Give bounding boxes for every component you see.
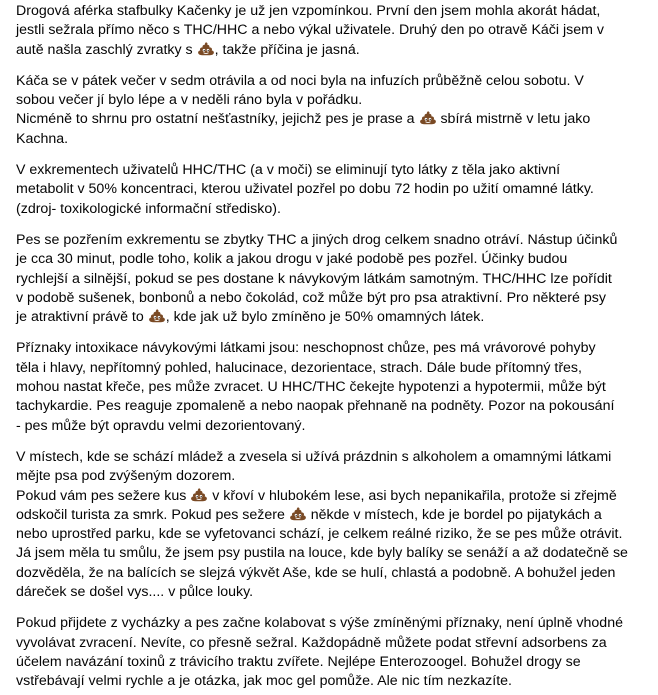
post-paragraph xyxy=(16,161,658,219)
text-line xyxy=(16,653,658,672)
text-segment: , kde jak už bylo zmíněno je 50% omamných látek. xyxy=(165,309,485,326)
text-line xyxy=(16,270,658,289)
post-paragraph xyxy=(16,231,658,327)
pile-of-poo-icon xyxy=(197,41,215,56)
text-line xyxy=(16,448,658,467)
text-line xyxy=(16,506,658,525)
text-line xyxy=(16,308,658,327)
text-line xyxy=(16,544,658,563)
text-segment: někde v místech, kde je bordel po pijatykách a xyxy=(306,506,602,523)
text-segment: nebo uprostřed parku, kde se vyfetovanci schází, je celkem reálné riziko, že se pes může otrávit. xyxy=(16,526,623,543)
post-paragraph xyxy=(16,339,658,435)
text-segment: Drogová aférka stafbulky Kačenky je už jen vzpomínkou. První den jsem mohla akorát hádat, xyxy=(16,3,601,19)
text-line xyxy=(16,614,658,633)
text-segment: (zdroj- toxikologické informační středisko). xyxy=(16,200,281,217)
post-paragraph xyxy=(16,72,658,149)
text-segment: Nicméně to shrnu pro ostatní nešťastníky, jejichž pes je prase a xyxy=(16,111,419,128)
text-segment: účelem navázání toxinů z trávicího traktu zvířete. Nejlépe Enterozoogel. Bohužel drogy se xyxy=(16,653,581,670)
text-line xyxy=(16,583,658,602)
pile-of-poo-icon xyxy=(289,506,307,521)
text-line xyxy=(16,2,658,21)
text-line xyxy=(16,21,658,40)
text-line xyxy=(16,200,658,219)
pile-of-poo-icon xyxy=(148,308,166,323)
post-paragraph xyxy=(16,448,658,602)
text-segment: Příznaky intoxikace návykovými látkami jsou: neschopnost chůze, pes má vrávorové pohyby xyxy=(16,340,596,357)
text-segment: Kachna. xyxy=(16,130,69,147)
text-segment: jestli sežrala přímo něco s THC/HHC a nebo výkal uživatele. Druhý den po otravě Káči jsem v xyxy=(16,22,604,39)
text-line xyxy=(16,231,658,250)
text-segment: Káča se v pátek večer v sedm otrávila a od noci byla na infuzích průběžně celou sobotu. V xyxy=(16,72,584,89)
text-line xyxy=(16,161,658,180)
text-segment: v křoví v hlubokém lese, asi bych nepanikařila, protože si zřejmě xyxy=(208,487,617,504)
text-line xyxy=(16,130,658,149)
pile-of-poo-icon xyxy=(190,487,208,502)
text-segment: metabolit v 50% koncentraci, kterou uživatel pozřel po dobu 72 hodin po užití omamné látky. xyxy=(16,181,594,198)
text-segment: Pes se pozřením exkrementu se zbytky THC a jiných drog celkem snadno otráví. Nástup účinků xyxy=(16,231,618,248)
text-segment: - pes může být opravdu velmi dezorientovaný. xyxy=(16,417,306,434)
text-segment: Pokud vám pes sežere kus xyxy=(16,487,191,504)
text-line xyxy=(16,41,658,60)
text-line xyxy=(16,564,658,583)
text-segment: mějte psa pod zvýšeným dozorem. xyxy=(16,468,236,485)
text-line xyxy=(16,91,658,110)
text-segment: odskočil turista za smrk. Pokud pes sežere xyxy=(16,506,289,523)
text-segment: vstřebávají velmi rychle a je otázka, jak moc gel pomůže. Ale nic tím nezkazíte. xyxy=(16,673,512,690)
text-segment: je cca 30 minut, podle toho, kolik a jakou drogu v jaké podobě pes pozřel. Účinky budou xyxy=(16,251,568,268)
text-segment: dozvěděla, že na balících se slejzá výkvět Aše, kde se hulí, chlastá a podobně. A bohužel jeden xyxy=(16,564,616,581)
text-segment: mohou nastat křeče, pes může zvracet. U HHC/THC čekejte hypotenzi a hypotermii, může být xyxy=(16,379,606,396)
text-segment: tachykardie. Pes reaguje zpomaleně a nebo naopak přehnaně na podněty. Pozor na pokousání xyxy=(16,398,615,415)
text-line xyxy=(16,359,658,378)
text-line xyxy=(16,180,658,199)
text-segment: V místech, kde se schází mládež a zvesela si užívá prázdnin s alkoholem a omamnými látkami xyxy=(16,448,612,465)
text-segment: sbírá mistrně v letu jako xyxy=(436,111,591,128)
text-line xyxy=(16,417,658,436)
text-line xyxy=(16,110,658,129)
text-line xyxy=(16,339,658,358)
text-segment: , takže příčina je jasná. xyxy=(214,41,360,58)
text-line xyxy=(16,467,658,486)
text-line xyxy=(16,397,658,416)
text-segment: v podobě sušenek, bonbonů a nebo čokolád, což může být pro psa atraktivní. Pro některé psy xyxy=(16,289,606,306)
post-paragraph xyxy=(16,614,658,691)
text-line xyxy=(16,525,658,544)
text-line xyxy=(16,250,658,269)
text-line xyxy=(16,672,658,691)
text-line xyxy=(16,378,658,397)
text-segment: těla i hlavy, nepřítomný pohled, halucinace, dezorientace, strach. Dále bude přítomný třes, xyxy=(16,359,582,376)
text-line xyxy=(16,634,658,653)
text-segment: rychlejší a silnější, pokud se pes dostane k návykovým látkám samotným. THC/HHC lze pořídit xyxy=(16,270,612,287)
text-segment: V exkrementech uživatelů HHC/THC (a v moči) se eliminují tyto látky z těla jako aktivní xyxy=(16,162,561,179)
text-segment: dáreček se došel vys.... v půlce louky. xyxy=(16,584,254,601)
text-line xyxy=(16,487,658,506)
post-paragraph xyxy=(16,2,658,60)
text-segment: vyvolávat zvracení. Nevíte, co přesně sežral. Každopádně můžete podat střevní adsorbens za xyxy=(16,634,607,651)
text-segment: Pokud přijdete z vycházky a pes začne kolabovat s výše zmíněnými příznaky, není úplně vhodné xyxy=(16,615,623,632)
text-line xyxy=(16,289,658,308)
text-segment: autě našla zaschlý zvratky s xyxy=(16,41,197,58)
text-segment: sobou večer jí bylo lépe a v neděli ráno byla v pořádku. xyxy=(16,92,363,109)
text-segment: je atraktivní právě to xyxy=(16,309,148,326)
pile-of-poo-icon xyxy=(419,110,437,125)
text-line xyxy=(16,72,658,91)
text-segment: Já jsem měla tu smůlu, že jsem psy pustila na louce, kde byly balíky se senáží a až dodatečně se xyxy=(16,545,628,562)
